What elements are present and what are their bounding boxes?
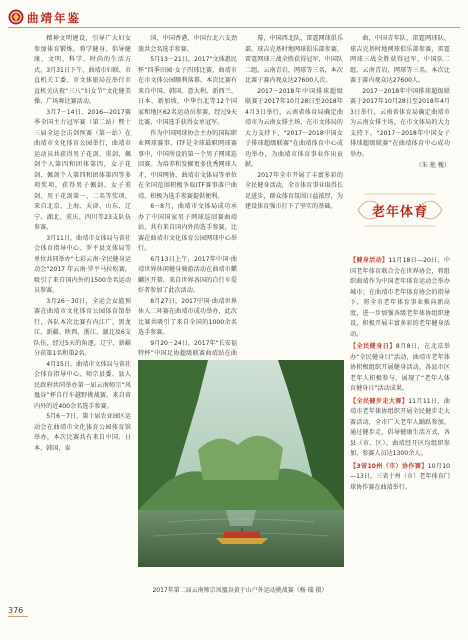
item-text: 11月18日—20日，中国老年体育联合会在世界协会，将组织曲靖作为中国老年体育运动会举办城市；在曲靖市老年体育协会的指导下，将全市老年体育事业推向新高度，进一步加强各级老年体协组织建设，积极开展丰富多彩的老年健身活动。 bbox=[350, 257, 451, 338]
item-tag: 【3省10州（市）协作赛】 bbox=[350, 462, 428, 470]
item-text: 10月10—13日，三省十州（市）老年体育门球协作赛在曲靖举行。 bbox=[350, 462, 450, 491]
paragraph: 国、中国香港、中国台北六支劲旅共会名选手参赛。 bbox=[138, 35, 237, 53]
paragraph: 作为中国网球协会主办的国际职业网球赛事，ITF是全球最职网球赛事中，中国所设的第一个男子网球巡回赛。为培养和发掘更多优秀网球人才，中国网协、曲靖市文体局等单位在全国范围积极争取ITF赛事落户曲靖，积极为选手参赛提供便利。 bbox=[138, 129, 237, 200]
header-divider bbox=[8, 27, 460, 28]
yearbook-brand: 曲靖年鉴 bbox=[27, 11, 81, 25]
column-2 bbox=[138, 34, 237, 357]
paragraph: 6－8月，曲靖市文体局成功承办了中国国家男子网球巡回赛曲靖站，共有来自国内外的选手参赛，比赛在曲靖市文化体育公园网球中心举行。 bbox=[138, 203, 237, 252]
paragraph: 5月6－7日，第十届农业园区运动会在曲靖市文化体育公园体育馆举办，本次比赛共有来自中国、日本、韩国、泰 bbox=[34, 413, 131, 452]
page-number: 376 bbox=[8, 606, 24, 615]
column-1 bbox=[34, 34, 131, 594]
paragraph: 5月13－21日，2017“文体惠民杯”四季田园·女子四球比赛，曲靖市在市文体公园顺利落幕。本次比赛有来自中国、韩国、意大利、新西兰、日本、新加坡、中华台北等12个国家和地区62名运动员参赛，经过9天比赛，中国选手获得女单冠军。 bbox=[138, 56, 237, 126]
paragraph: 曲、中国青年队、雷霆网球队、球吉克基时地网球俱乐部参赛，雷霆网球三战全胜获得冠军，中国队二组、云南青岩，网球等三名。本次比赛于赛内观众达27600人。 bbox=[350, 35, 450, 84]
news-item bbox=[350, 462, 450, 494]
news-item bbox=[350, 342, 450, 395]
section-title: 老年体育 bbox=[371, 204, 428, 220]
item-tag: 【健身活动】 bbox=[350, 257, 389, 264]
paragraph: 9月20－24日，2017年“长安福特杯”中国足协超级联赛曲靖站在曲 bbox=[138, 339, 237, 357]
page-header bbox=[8, 8, 460, 28]
page-number-rule bbox=[8, 616, 28, 617]
paragraph: 3月7－14日，2016—2017赛季全国主力冠军赛（第二站）暨十三届全运会击剑预赛（第一站）在曲靖市文化体育公园举行，曲靖市运动员共获得男子花剑、重剑、佩剑个人第四和团体第四，女子花剑、佩剑个人第四和团体第四等多项奖项，获得男子佩剑、女子重剑、男子花剑第一、二名等奖项，来自北京、上海、天津、山东、辽宁、湖北、重庆、四川等23支队伍参赛。 bbox=[34, 108, 131, 231]
paragraph: 6月13日上午，2017年中国·曲靖世界休闲健身骑游活动在曲靖市麒麟区开幕，来自世界各国的自行车爱好者参加了此次活动。 bbox=[138, 255, 237, 294]
news-item bbox=[350, 256, 450, 340]
paragraph: 精神文明建设，引导广大妇女参加体育锻炼，将学健身、倡导健康、文明、科学、时尚的生活方式。3月31日下午，曲靖市妇联、市直机关工委、市文体旅局在举行市直机关庆祝“三八”妇女节”文化健美操、广场舞比赛活动。 bbox=[34, 35, 131, 105]
item-text: 11月11日，曲靖市老年体协组织开展全民健步走大赛活动，全市广大老年人踊跃参加，通过健步走，倡导健康生活方式，各县（市、区）、曲靖经开区均组织参加，参赛人员达1300余人。 bbox=[350, 397, 450, 457]
paragraph: 幕，中国西北队、雷霆网球俱乐部，球吉克基时地网球俱乐部参赛，雷霆网球三战全胜获得冠军，中国队二组、云南青岩，网球等三名，本次比赛于赛内观众达27600人次。 bbox=[245, 35, 343, 84]
news-item bbox=[350, 397, 450, 460]
paragraph: 8月27日，2017中国·曲靖世界休人二环赛在曲靖市成功举办，此次比赛共吸引了来自全国的1000余名选手参赛。 bbox=[138, 297, 237, 336]
paragraph: 2017－2018年中国排球超级联赛于2017年10月28日至2018年4月3日举行，云南省体育局确定曲靖市为云南女排主场，在市文体局的大力支持下，“2017－2018年中国女子排球超级联赛”在曲靖体育中心成功举办。 bbox=[350, 87, 450, 158]
river-gorge-photo-icon bbox=[138, 360, 344, 567]
paragraph: 3月26－30日，全运会女篮预赛在曲靖市文化体育公园体育馆举行，各队本次比赛有内江广、黑龙江、新疆、陕西、浙江、湖北及6支队伍，经过5天的角逐，辽宁、新疆分获第1名和第2名。 bbox=[34, 297, 131, 357]
paragraph: 2017年全市开展了丰富多彩的全民健身活动，全市体育事业取得长足进步，群众体育氛围日益浓厚，为建设体育强市打下了坚实的基础。 bbox=[245, 171, 343, 210]
column-4-bottom bbox=[350, 256, 450, 611]
column-4-top bbox=[350, 34, 450, 169]
yearbook-logo-icon bbox=[8, 9, 24, 25]
event-photo bbox=[138, 360, 344, 567]
paragraph: 3月11日，曲靖市女体局与省社会体育指导中心、罗平县文体局等单位共同举办“七彩云南·全民健身运动会”2017 年云南·罗平马拉松赛，吸引了来自国内外的1500余名运动员参赛。 bbox=[34, 234, 131, 294]
item-text: 8月8日，在北京举办“全民健身日”活动，曲靖市老年体协积极组织开展健身活动，各县市区老年人积极参与，展现了“老年人体育健身日”活动成果。 bbox=[350, 343, 450, 392]
author-signoff: （朱 艳 槐） bbox=[415, 162, 450, 169]
paragraph: 2017－2018年中国排球超级联赛于2017年10月28日至2018年4月3日举行，云南省体育局确定曲靖市为云南女排主场，在市文体局的大力支持下，“2017－2018中国女子排球超级联赛”在曲靖体育中心成功举办，为曲靖市体育事业作出贡献。 bbox=[245, 87, 343, 168]
item-tag: 【全民健身日】 bbox=[350, 343, 396, 350]
item-tag: 【全民健步走大赛】 bbox=[350, 397, 409, 405]
column-3 bbox=[245, 34, 343, 352]
photo-caption: 2017年第二届云南师宗凤凰谷黄于山户外运动挑战赛（杨 瑞 摄） bbox=[152, 587, 328, 594]
paragraph: 4月15日，曲靖市文体局与省社会体育指导中心、师宗县委、县人民政府共同举办第一届云南师宗“风凰谷”杯自行车越野挑战赛，来自省内外的近400余名选手参赛。 bbox=[34, 360, 131, 410]
